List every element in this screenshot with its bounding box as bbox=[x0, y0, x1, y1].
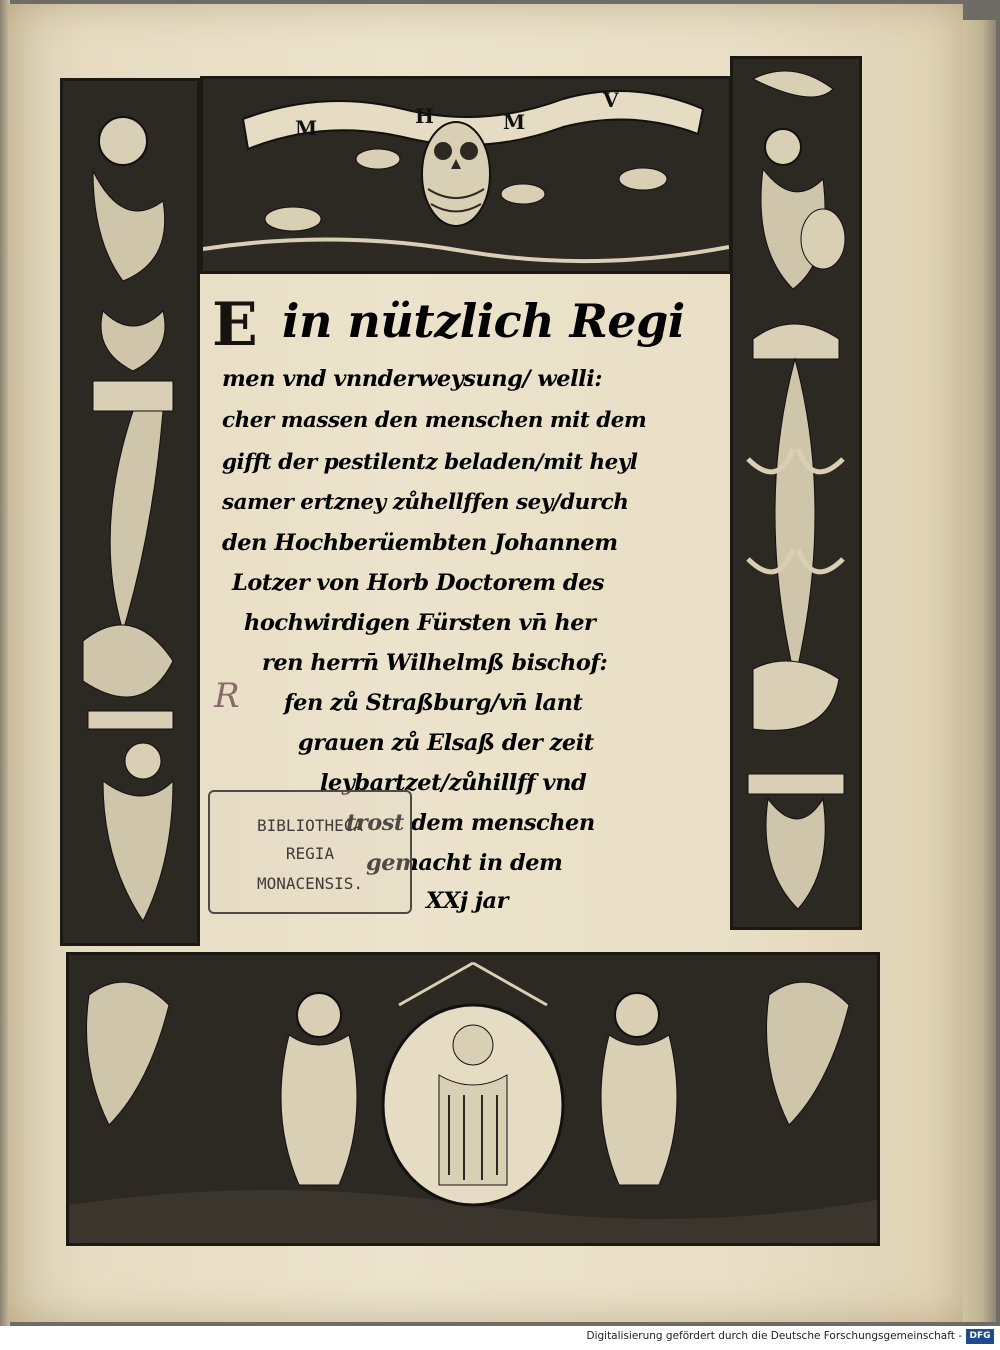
library-stamp bbox=[208, 790, 412, 914]
title-line: ren herrn̄ Wilhelmß bischof: bbox=[262, 650, 608, 676]
dfg-logo[interactable]: DFG bbox=[966, 1329, 994, 1344]
title-line: men vnd vnnderweysung/ welli: bbox=[222, 366, 603, 392]
title-line: trost dem menschen bbox=[346, 810, 595, 836]
title-line: XXj jar bbox=[426, 888, 508, 914]
title-line: hochwirdigen Fürsten vn̄ her bbox=[244, 610, 596, 636]
title-line: grauen zů Elsaß der zeit bbox=[298, 730, 594, 756]
title-line: in nützlich Regi bbox=[282, 294, 685, 348]
scan-footer bbox=[0, 1326, 1000, 1350]
banner-letter: H bbox=[415, 104, 434, 128]
title-line: fen zů Straßburg/vn̄ lant bbox=[284, 690, 583, 716]
page-fore-edge bbox=[962, 20, 996, 1322]
stamp-line: BIBLIOTHECA bbox=[257, 816, 363, 835]
putti-medallion-illustration bbox=[69, 955, 877, 1243]
title-line: gifft der pestilentz beladen/mit heyl bbox=[222, 450, 638, 475]
title-line: cher massen den menschen mit dem bbox=[222, 408, 647, 433]
title-line: den Hochberüembten Johannem bbox=[222, 530, 618, 556]
left-border-illustration bbox=[63, 81, 197, 943]
handwritten-shelf-mark: R bbox=[214, 676, 240, 716]
decorated-initial: E bbox=[212, 290, 258, 360]
title-line: Lotzer von Horb Doctorem des bbox=[232, 570, 605, 596]
stamp-line: REGIA bbox=[285, 844, 335, 863]
top-woodcut-owl-banner bbox=[200, 76, 732, 274]
left-woodcut-border bbox=[60, 78, 200, 946]
right-border-illustration bbox=[733, 59, 859, 927]
bottom-woodcut-putti-medallion bbox=[66, 952, 880, 1246]
owl-banner-illustration bbox=[203, 79, 729, 271]
stamp-line: MONACENSIS. bbox=[257, 874, 363, 893]
title-line: leybartzet/zůhillff vnd bbox=[320, 770, 587, 796]
title-line: gemacht in dem bbox=[366, 850, 563, 876]
title-line: samer ertzney zůhellffen sey/durch bbox=[222, 490, 629, 515]
banner-letter: M bbox=[295, 116, 318, 140]
right-woodcut-border bbox=[730, 56, 862, 930]
funding-credit: Digitalisierung gefördert durch die Deutsche Forschungsgemeinschaft - bbox=[586, 1330, 962, 1342]
banner-letter: V bbox=[603, 88, 619, 112]
banner-letter: M bbox=[503, 110, 526, 134]
